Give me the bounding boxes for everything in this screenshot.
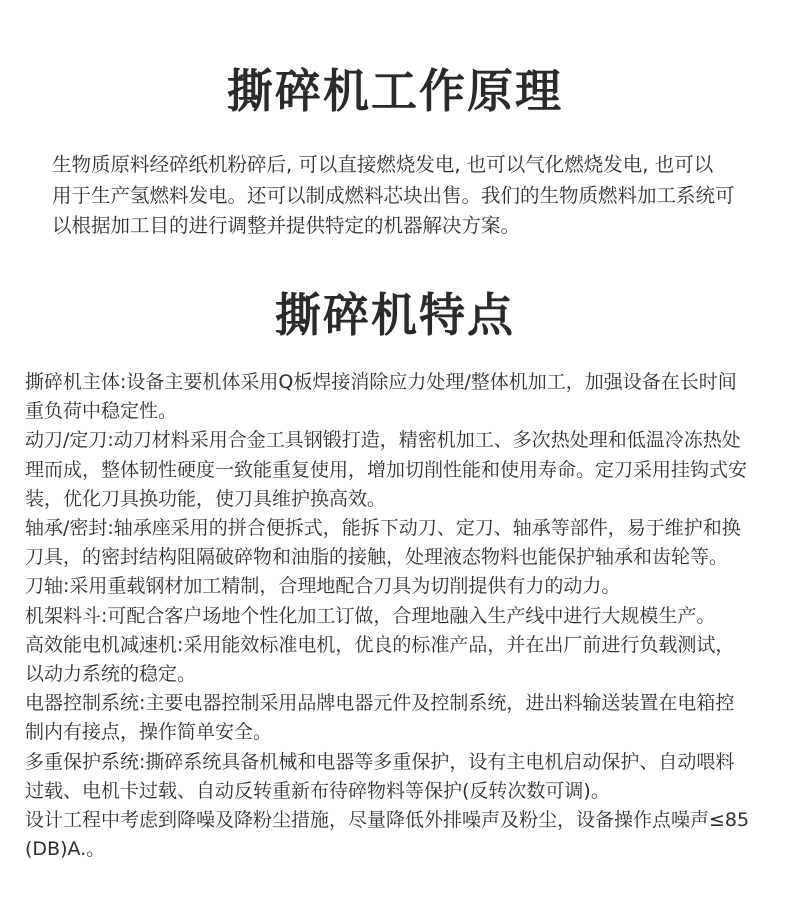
- paragraph-line: 生物质原料经碎纸机粉碎后, 可以直接燃烧发电, 也可以气化燃烧发电, 也可以: [52, 153, 714, 176]
- feature-line: 过载、电机卡过载、自动反转重新布待碎物料等保护(反转次数可调)。: [25, 779, 610, 802]
- feature-bearing-seal: [25, 514, 775, 572]
- feature-shaft: [25, 572, 775, 601]
- feature-line: 刀轴:采用重载钢材加工精制，合理地配合刀具为切削提供有力的动力。: [25, 575, 621, 598]
- feature-line: 电器控制系统:主要电器控制采用品牌电器元件及控制系统，进出料输送装置在电箱控: [25, 692, 735, 715]
- feature-line: 重负荷中稳定性。: [25, 400, 178, 423]
- feature-line: (DB)A.。: [25, 838, 106, 861]
- feature-line: 多重保护系统:撕碎系统具备机械和电器等多重保护，设有主电机启动保护、自动喂料: [25, 750, 735, 773]
- feature-frame-hopper: [25, 602, 775, 631]
- feature-line: 高效能电机减速机:采用能效标准电机，优良的标准产品，并在出厂前进行负载测试，: [25, 633, 735, 656]
- feature-line: 以动力系统的稳定。: [25, 663, 197, 686]
- features-title: 撕碎机特点: [275, 288, 515, 342]
- feature-blades: [25, 426, 775, 514]
- working-principle-paragraph: [52, 150, 742, 242]
- features-list: [25, 368, 775, 864]
- feature-electrical-control: [25, 689, 775, 747]
- feature-line: 制内有接点，操作简单安全。: [25, 721, 273, 744]
- paragraph-line: 用于生产氢燃料发电。还可以制成燃料芯块出售。我们的生物质燃料加工系统可: [52, 183, 735, 207]
- working-principle-title: 撕碎机工作原理: [227, 64, 563, 118]
- feature-main-body: [25, 368, 775, 426]
- feature-line: 动刀/定刀:动刀材料采用合金工具钢锻打造，精密机加工、多次热处理和低温冷冻热处: [25, 429, 741, 452]
- feature-motor-reducer: [25, 631, 775, 689]
- feature-protection-system: [25, 748, 775, 806]
- feature-line: 轴承/密封:轴承座采用的拼合便拆式，能拆下动刀、定刀、轴承等部件，易于维护和换: [25, 517, 741, 540]
- feature-line: 刀具，的密封结构阻隔破碎物和油脂的接触，处理液态物料也能保护轴承和齿轮等。: [25, 546, 729, 569]
- feature-line: 装，优化刀具换功能，使刀具维护换高效。: [25, 487, 387, 510]
- paragraph-line: 以根据加工目的进行调整并提供特定的机器解决方案。: [52, 214, 521, 237]
- feature-line: 机架料斗:可配合客户场地个性化加工订做，合理地融入生产线中进行大规模生产。: [25, 604, 716, 627]
- feature-noise-dust: [25, 806, 775, 864]
- feature-line: 理而成，整体韧性硬度一致能重复使用，增加切削性能和使用寿命。定刀采用挂钩式安: [25, 458, 748, 481]
- feature-line: 设计工程中考虑到降噪及降粉尘措施，尽量降低外排噪声及粉尘，设备操作点噪声≤85: [25, 809, 750, 832]
- feature-line: 撕碎机主体:设备主要机体采用Q板焊接消除应力处理/整体机加工，加强设备在长时间: [25, 371, 737, 393]
